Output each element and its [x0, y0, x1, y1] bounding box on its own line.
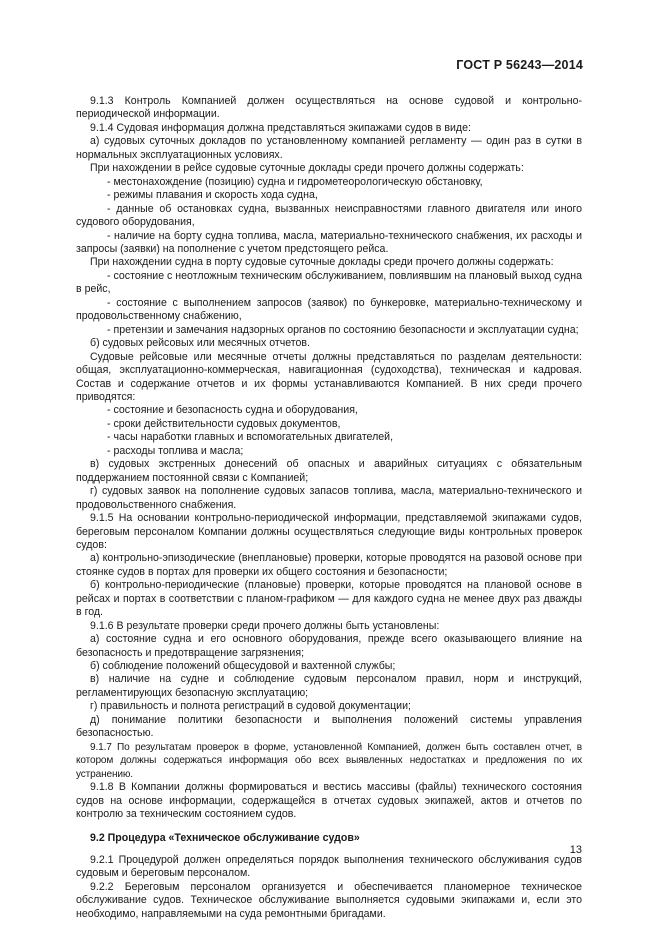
paragraph: 9.1.3 Контроль Компанией должен осуществляться на основе судовой и контрольно-периодической информации.	[76, 95, 582, 121]
list-item: г) правильность и полнота регистраций в судовой документации;	[90, 700, 411, 713]
list-item: б) соблюдение положений общесудовой и вахтенной службы;	[90, 660, 396, 673]
list-item: б) контрольно-периодические (плановые) проверки, которые проводятся на плановой основе в рейсах и портах в соответствии с планом-графиком — для каждого судна не менее двух раз дважды в год.	[76, 579, 582, 619]
dash-item: - состояние с выполнением запросов (заявок) по бункеровке, материально-техническому и продовольственному снабжению,	[76, 296, 582, 323]
paragraph: При нахождении в рейсе судовые суточные доклады среди прочего должны содержать:	[90, 162, 524, 175]
dash-item: - наличие на борту судна топлива, масла, материально-технического снабжения, их расходы и запросы (заявки) на пополнение с учетом предстоящего рейса.	[76, 229, 582, 255]
paragraph: 9.1.4 Судовая информация должна представляться экипажами судов в виде:	[90, 121, 471, 134]
list-item: а) судовых суточных докладов по установленному компанией регламенту — один раз в сутки в нормальных эксплуатационных условиях.	[76, 135, 582, 161]
list-item: а) состояние судна и его основного оборудования, прежде всего оказывающего влияние на безопасность и предотвращение загрязнения;	[76, 633, 582, 659]
list-item: в) наличие на судне и соблюдение судовым персоналом правил, норм и инструкций, регламентирующих безопасную эксплуатацию;	[76, 673, 582, 699]
dash-item: - местонахождение (позицию) судна и гидрометеорологическую обстановку,	[107, 175, 483, 188]
list-item: б) судовых рейсовых или месячных отчетов.	[90, 337, 310, 350]
dash-item: - состояние и безопасность судна и оборудования,	[107, 404, 358, 417]
list-item: г) судовых заявок на пополнение судовых запасов топлива, масла, материально-технического и продовольственного снабжения.	[76, 485, 582, 511]
list-item: а) контрольно-эпизодические (внеплановые) проверки, которые проводятся на разовой основе при стоянке судов в портах для проверки их общего состояния и безопасности;	[76, 552, 582, 578]
paragraph: 9.1.6 В результате проверки среди прочего должны быть установлены:	[90, 619, 440, 632]
paragraph: 9.2.1 Процедурой должен определяться порядок выполнения технического обслуживания судов судовым и береговым персоналом.	[76, 853, 582, 880]
document-id: ГОСТ Р 56243—2014	[456, 58, 583, 72]
list-item: д) понимание политики безопасности и выполнения положений системы управления безопасностью.	[76, 713, 582, 740]
dash-item: - режимы плавания и скорость хода судна,	[107, 189, 318, 202]
dash-item: - часы наработки главных и вспомогательных двигателей,	[107, 431, 394, 444]
section-heading: 9.2 Процедура «Техническое обслуживание судов»	[90, 832, 360, 845]
document-body	[76, 95, 582, 921]
paragraph: Судовые рейсовые или месячные отчеты должны представляться по разделам деятельности: общая, эксплуатационно-коммерческая, навигационная (судоходства), техническая и кадровая. Состав и содержание отчетов и их формы устанавливаются Компанией. В них среди прочего приводятся:	[76, 350, 582, 403]
list-item: в) судовых экстренных донесений об опасных и аварийных ситуациях с обязательным поддержанием постоянной связи с Компанией;	[76, 458, 582, 484]
dash-item: - данные об остановках судна, вызванных неисправностями главного двигателя или иного судового оборудования,	[76, 202, 582, 229]
paragraph: 9.1.5 На основании контрольно-периодической информации, представляемой экипажами судов, береговым персоналом Компании должны осуществляться следующие виды контрольных проверок судов:	[76, 512, 582, 551]
paragraph: 9.1.7 По результатам проверок в форме, установленной Компанией, должен быть составлен отчет, в котором должны содержаться информация обо всех выявленных недостатках и предложения по их устранению.	[76, 741, 582, 780]
paragraph: 9.2.2 Береговым персоналом организуется и обеспечивается планомерное техническое обслуживание судов. Техническое обслуживание выполняется судовыми экипажами и, если это необходимо, направляемыми на суда ремонтными бригадами.	[76, 880, 582, 920]
paragraph: При нахождении судна в порту судовые суточные доклады среди прочего должны содержать:	[90, 256, 554, 269]
dash-item: - состояние с неотложным техническим обслуживанием, повлиявшим на плановый выход судна в рейс,	[76, 269, 582, 296]
page-number: 13	[569, 844, 582, 856]
dash-item: - сроки действительности судовых документов,	[107, 417, 341, 430]
dash-item: - расходы топлива и масла;	[107, 444, 244, 457]
dash-item: - претензии и замечания надзорных органов по состоянию безопасности и эксплуатации судна;	[107, 323, 579, 336]
paragraph: 9.1.8 В Компании должны формироваться и вестись массивы (файлы) технического состояния судов на основе информации, содержащейся в отчетах судовых экипажей, актов и отчетов по контролю за техническим состоянием судов.	[76, 781, 582, 821]
